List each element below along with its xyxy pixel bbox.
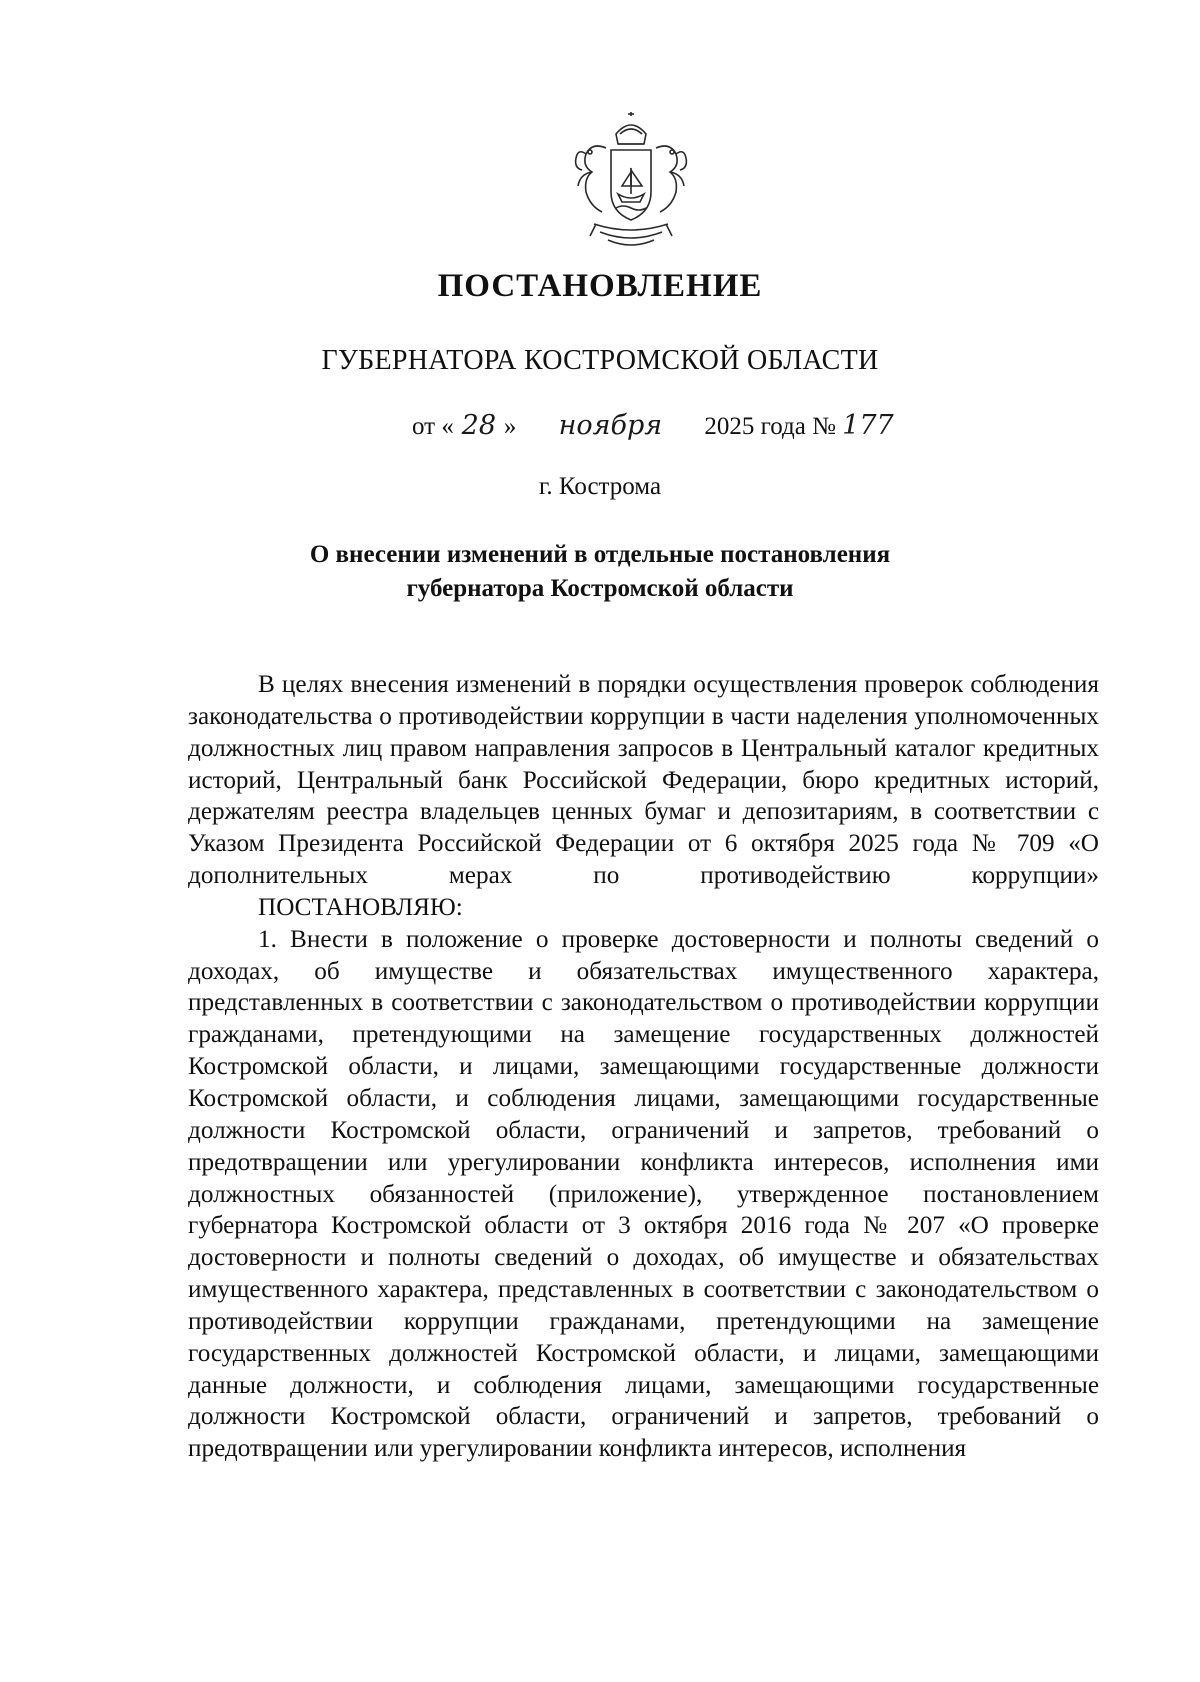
document-title xyxy=(0,538,1200,606)
item-1-paragraph: 1. Внести в положение о проверке достоверности и полноты сведений о доходах, об имуществе и обязательствах имущественного характера, представленных в соответствии с законодательством о противодействии коррупции гражданами, претендующими на замещение государственных должностей Костромской области, и лицами, замещающими государственные должности Костромской области, и соблюдения лицами, замещающими государственные должности Костромской области, ограничений и запретов, требований о предотвращении или урегулировании конфликта интересов, исполнения ими должностных обязанностей (приложение), утвержденное постановлением губернатора Костромской области от 3 октября 2016 года № 207 «О проверке достоверности и полноты сведений о доходах, об имуществе и обязательствах имущественного характера, представленных в соответствии с законодательством о противодействии коррупции гражданами, претендующими на замещение государственных должностей Костромской области, и лицами, замещающими данные должности, и соблюдения лицами, замещающими государственные должности Костромской области, ограничений и запретов, требований о предотвращении или урегулировании конфликта интересов, исполнения xyxy=(188,925,1099,1463)
date-prefix: от « xyxy=(412,413,454,440)
document-title-line: О внесении изменений в отдельные постановления xyxy=(309,541,891,568)
decree-word: ПОСТАНОВЛЯЮ: xyxy=(258,893,463,921)
intro-paragraph: В целях внесения изменений в порядки осуществления проверок соблюдения законодательства о противодействии коррупции в части наделения уполномоченных должностных лиц правом направления запросов в Центральный каталог кредитных историй, Центральный банк Российской Федерации, бюро кредитных историй, держателям реестра владельцев ценных бумаг и депозитариям, в соответствии с Указом Президента Российской Федерации от 6 октября 2025 года № 709 «О дополнительных мерах по противодействию коррупции» xyxy=(188,671,1099,890)
date-number-line xyxy=(412,410,902,441)
document-type-heading: ПОСТАНОВЛЕНИЕ xyxy=(437,268,763,304)
city-line: г. Кострома xyxy=(538,473,662,500)
year-and-number-label: 2025 года № xyxy=(704,413,836,440)
handwritten-document-number: 177 xyxy=(842,410,894,441)
date-quote-close: » xyxy=(503,413,517,440)
document-title-line: губернатора Костромской области xyxy=(406,575,794,602)
coat-of-arms-icon xyxy=(556,112,706,262)
handwritten-day: 28 xyxy=(461,410,497,441)
handwritten-month: ноября xyxy=(558,410,663,441)
document-body xyxy=(188,669,1099,1465)
issuer-line: ГУБЕРНАТОРА КОСТРОМСКОЙ ОБЛАСТИ xyxy=(321,345,879,376)
